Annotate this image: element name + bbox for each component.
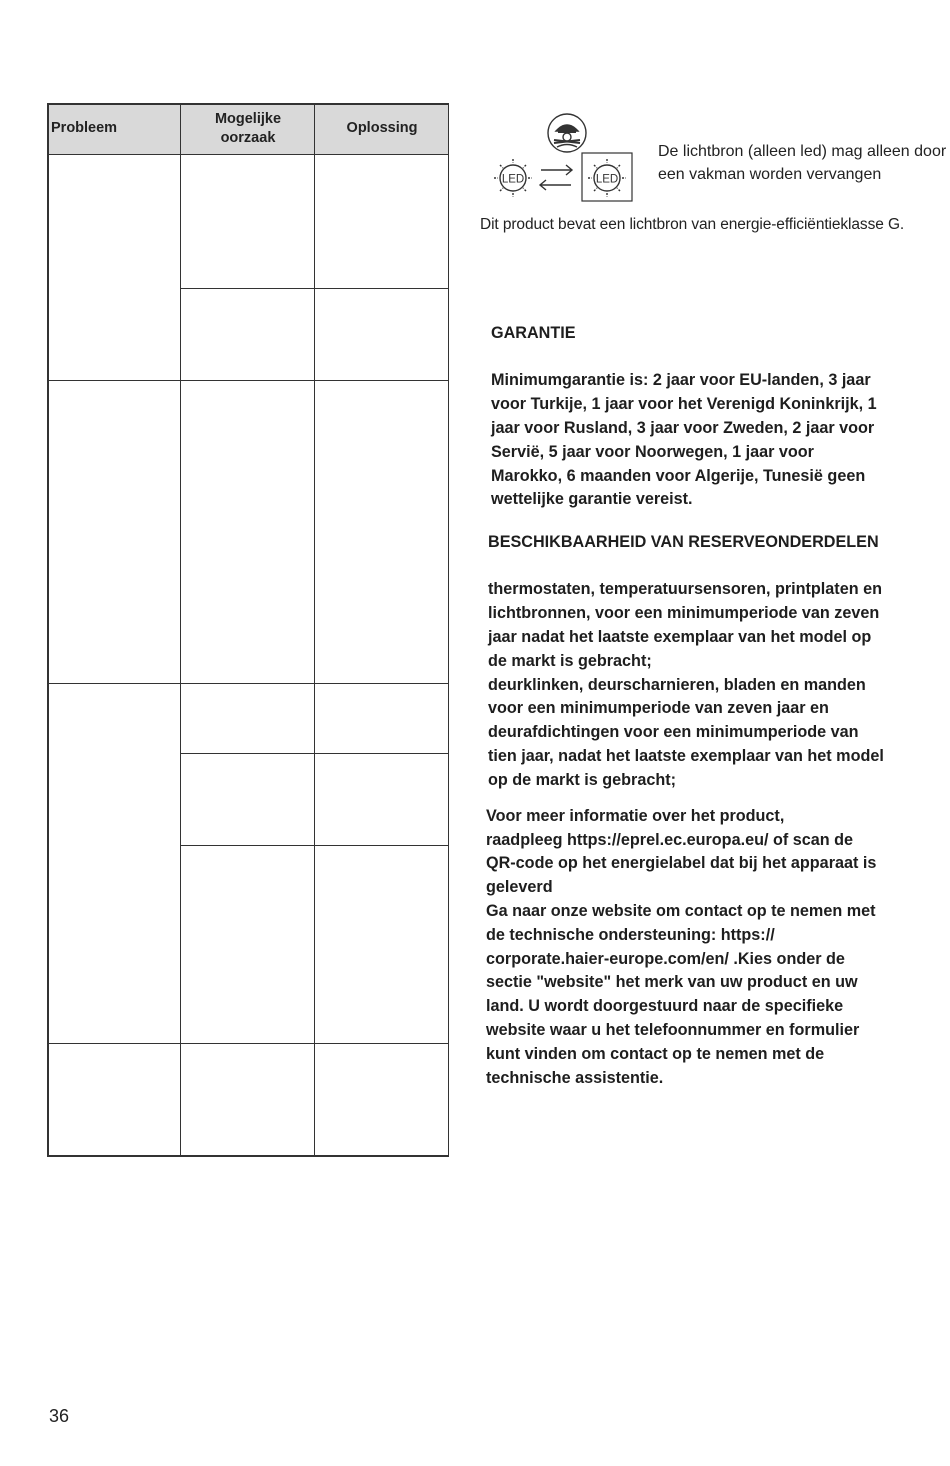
table-row-divider xyxy=(47,154,449,155)
table-subrow-divider xyxy=(180,288,449,289)
table-row-divider xyxy=(47,683,449,684)
led-replacement-icon xyxy=(486,112,656,202)
table-row-divider xyxy=(47,380,449,381)
table-col-divider xyxy=(180,103,181,1157)
energy-class-note: Dit product bevat een lichtbron van energie-efficiëntieklasse G. xyxy=(480,216,905,233)
warranty-section xyxy=(491,298,921,536)
table-border-bottom xyxy=(47,1155,449,1157)
table-border-left xyxy=(47,103,49,1157)
table-row-divider xyxy=(47,1043,449,1044)
table-subrow-divider xyxy=(180,753,449,754)
led-label-left: LED xyxy=(501,173,525,186)
technician-icon xyxy=(548,114,586,152)
table-border-top xyxy=(47,103,449,105)
more-info-section xyxy=(486,781,926,1114)
header-cause: Mogelijke oorzaak xyxy=(181,103,315,154)
led-label-right: LED xyxy=(595,173,619,186)
table-subrow-divider xyxy=(180,845,449,846)
table-col-divider xyxy=(314,103,315,1157)
spare-parts-section xyxy=(488,507,938,816)
spare-parts-title: BESCHIKBAARHEID VAN RESERVEONDERDELEN xyxy=(488,532,879,551)
led-notice xyxy=(478,112,948,242)
table-border-right xyxy=(448,103,450,1157)
led-replacement-note: De lichtbron (alleen led) mag alleen door een vakman worden vervangen xyxy=(658,143,947,183)
more-info-body: Voor meer informatie over het product, raadpleeg https://eprel.ec.europa.eu/ of scan de QR-code op het energielabel dat bij het apparaat is geleverd Ga naar onze website om contact op te nemen met de technische ondersteuning: https:// corporate.haier-europe.com/en/ .Kies onder de sectie "website" het merk van uw product en uw land. U wordt doorgestuurd naar de specifieke website waar u het telefoonnummer en formulier kunt vinden om contact op te nemen met de technische assistentie. xyxy=(486,806,877,1087)
warranty-title: GARANTIE xyxy=(491,323,576,342)
warranty-body: Minimumgarantie is: 2 jaar voor EU-landen, 3 jaar voor Turkije, 1 jaar voor het Verenigd Koninkrijk, 1 jaar voor Rusland, 3 jaar voor Zweden, 2 jaar voor Servië, 5 jaar voor Noorwegen, 1 jaar voor Marokko, 6 maanden voor Algerije, Tunesië geen wettelijke garantie vereist. xyxy=(491,371,877,509)
header-solution: Oplossing xyxy=(315,103,449,154)
troubleshooting-table xyxy=(47,103,449,1157)
swap-arrows-icon xyxy=(540,165,572,190)
spare-parts-body: thermostaten, temperatuursensoren, printplaten en lichtbronnen, voor een minimumperiode van zeven jaar nadat het laatste exemplaar van het model op de markt is gebracht; deurklinken, deurscharnieren, bladen en manden voor een minimumperiode van zeven jaar en deurafdichtingen voor een minimumperiode van tien jaar, nadat het laatste exemplaar van het model op de markt is gebracht; xyxy=(488,580,884,789)
page-number: 36 xyxy=(49,1406,70,1426)
header-problem: Probleem xyxy=(47,103,181,154)
